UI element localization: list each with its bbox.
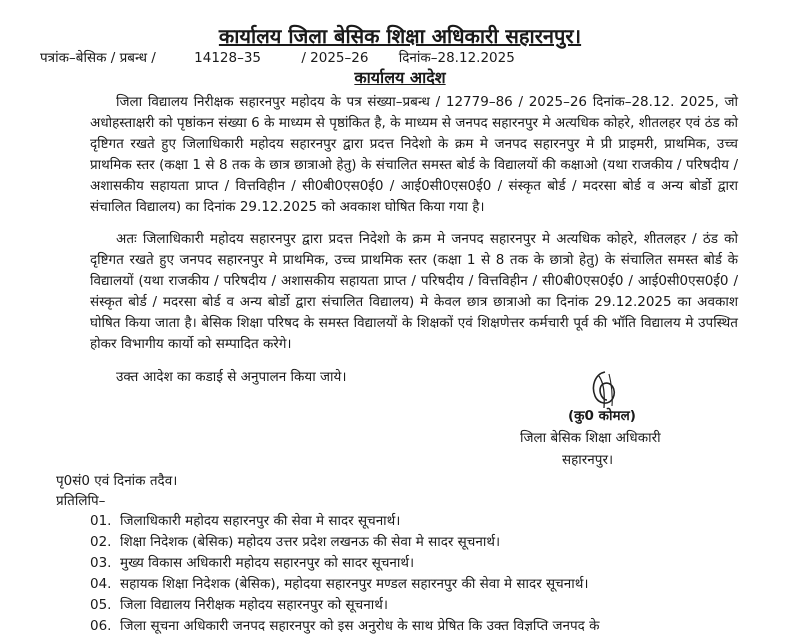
ref-number: 14128–35 <box>194 50 262 66</box>
copy-item-number: 01. <box>90 513 112 529</box>
copy-item-text: जिलाधिकारी महोदय सहारनपुर की सेवा मे सादर सूचनार्थ। <box>120 513 401 529</box>
copy-item-text: सहायक शिक्षा निदेशक (बेसिक), महोदया सहारनपुर मण्डल सहारनपुर की सेवा मे सादर सूचनार्थ। <box>120 576 589 592</box>
signatory-place: सहारनपुर। <box>562 452 614 468</box>
paragraph-1: जिला विद्यालय निरीक्षक सहारनपुर महोदय के पत्र संख्या–प्रबन्ध / 12779–86 / 2025–26 दिनांक–28.12. 2025, जो अधोहस्ताक्षरी को पृष्ठांकन संख्या 6 के माध्यम से पृष्ठांकित है, के माध्यम से जनपद सहारनपुर मे अत्यधिक कोहरे, शीतलहर एवं ठंड को दृष्टिगत रखते हुए जिलाधिकारी महोदय सहारनपुर द्वारा प्रदत्त निदेशो के क्रम मे जनपद सहारनपुर मे प्री प्राइमरी, प्राथमिक, उच्च प्राथमिक स्तर (कक्षा 1 से 8 तक के छात्र छात्राओ हेतु) के संचालित समस्त बोर्ड के विद्यालयों की कक्षाओ (यथा राजकीय / परिषदीय / अशासकीय सहायता प्राप्त / वित्तविहीन / सी0बी0एस0ई0 / आई0सी0एस0ई0 / संस्कृत बोर्ड / मदरसा बोर्ड व अन्य बोर्डो द्वारा संचालित विद्यालय) का दिनांक 29.12.2025 को अवकाश घोषित किया गया है। <box>90 94 738 215</box>
paragraph-3: उक्त आदेश का कडाई से अनुपालन किया जाये। <box>116 369 347 385</box>
copy-label: प्रतिलिपि– <box>56 493 106 509</box>
order-title: कार्यालय आदेश <box>354 68 446 87</box>
copy-item-number: 05. <box>90 597 112 613</box>
paragraph-2: अतः जिलाधिकारी महोदय सहारनपुर द्वारा प्रदत्त निदेशो के क्रम मे जनपद सहारनपुर मे अत्यधिक कोहरे, शीतलहर / ठंड को दृष्टिगत रखते हुए जनपद सहारनपुर मे प्राथमिक, उच्च प्राथमिक स्तर (कक्षा 1 से 8 तक के छात्रो हेतु) के संचालित समस्त बोर्ड के विद्यालयों (यथा राजकीय / परिषदीय / अशासकीय सहायता प्राप्त / परिषदीय / वित्तविहीन / सी0बी0एस0ई0 / आई0सी0एस0ई0 / संस्कृत बोर्ड / मदरसा बोर्ड व अन्य बोर्डो द्वारा संचालित विद्यालय) मे केवल छात्र छात्राओ का दिनांक 29.12.2025 का अवकाश घोषित किया जाता है। बेसिक शिक्षा परिषद के समस्त विद्यालयों के शिक्षकों एवं शिक्षणेत्तर कर्मचारी पूर्व की भॉति विद्यालय मे उपस्थित होकर विभागीय कार्यो को सम्पादित करेगे। <box>90 231 738 352</box>
copy-item <box>90 574 730 595</box>
copy-item-text: जिला विद्यालय निरीक्षक महोदय सहारनपुर को सूचनार्थ। <box>120 597 388 613</box>
copy-item <box>90 532 730 553</box>
copy-item <box>90 511 730 532</box>
ref-date: दिनांक–28.12.2025 <box>398 50 515 66</box>
copy-item-number: 02. <box>90 534 112 550</box>
copy-item-text: मुख्य विकास अधिकारी महोदय सहारनपुर को सादर सूचनार्थ। <box>120 555 415 571</box>
reference-line <box>40 48 515 66</box>
copy-item <box>90 616 730 637</box>
signatory-name: (कु0 कोमल) <box>568 408 636 424</box>
copy-item <box>90 595 730 616</box>
copy-item-text: शिक्षा निदेशक (बेसिक) महोदय उत्तर प्रदेश लखनऊ की सेवा मे सादर सूचनार्थ। <box>120 534 501 550</box>
copy-item-number: 03. <box>90 555 112 571</box>
copy-item-number: 04. <box>90 576 112 592</box>
copy-item <box>90 553 730 574</box>
signatory-designation: जिला बेसिक शिक्षा अधिकारी <box>520 430 661 446</box>
copy-item-number: 06. <box>90 618 112 634</box>
office-heading: कार्यालय जिला बेसिक शिक्षा अधिकारी सहारनपुर। <box>218 24 582 48</box>
copy-list <box>90 511 730 637</box>
endorsement-ref: पृ0सं0 एवं दिनांक तदैव। <box>56 473 178 489</box>
ref-prefix: पत्रांक–बेसिक / प्रबन्ध / <box>40 50 156 66</box>
copy-item-text: जिला सूचना अधिकारी जनपद सहारनपुर को इस अनुरोध के साथ प्रेषित कि उक्त विज्ञप्ति जनपद के <box>120 618 600 634</box>
ref-year: / 2025–26 <box>301 50 369 66</box>
